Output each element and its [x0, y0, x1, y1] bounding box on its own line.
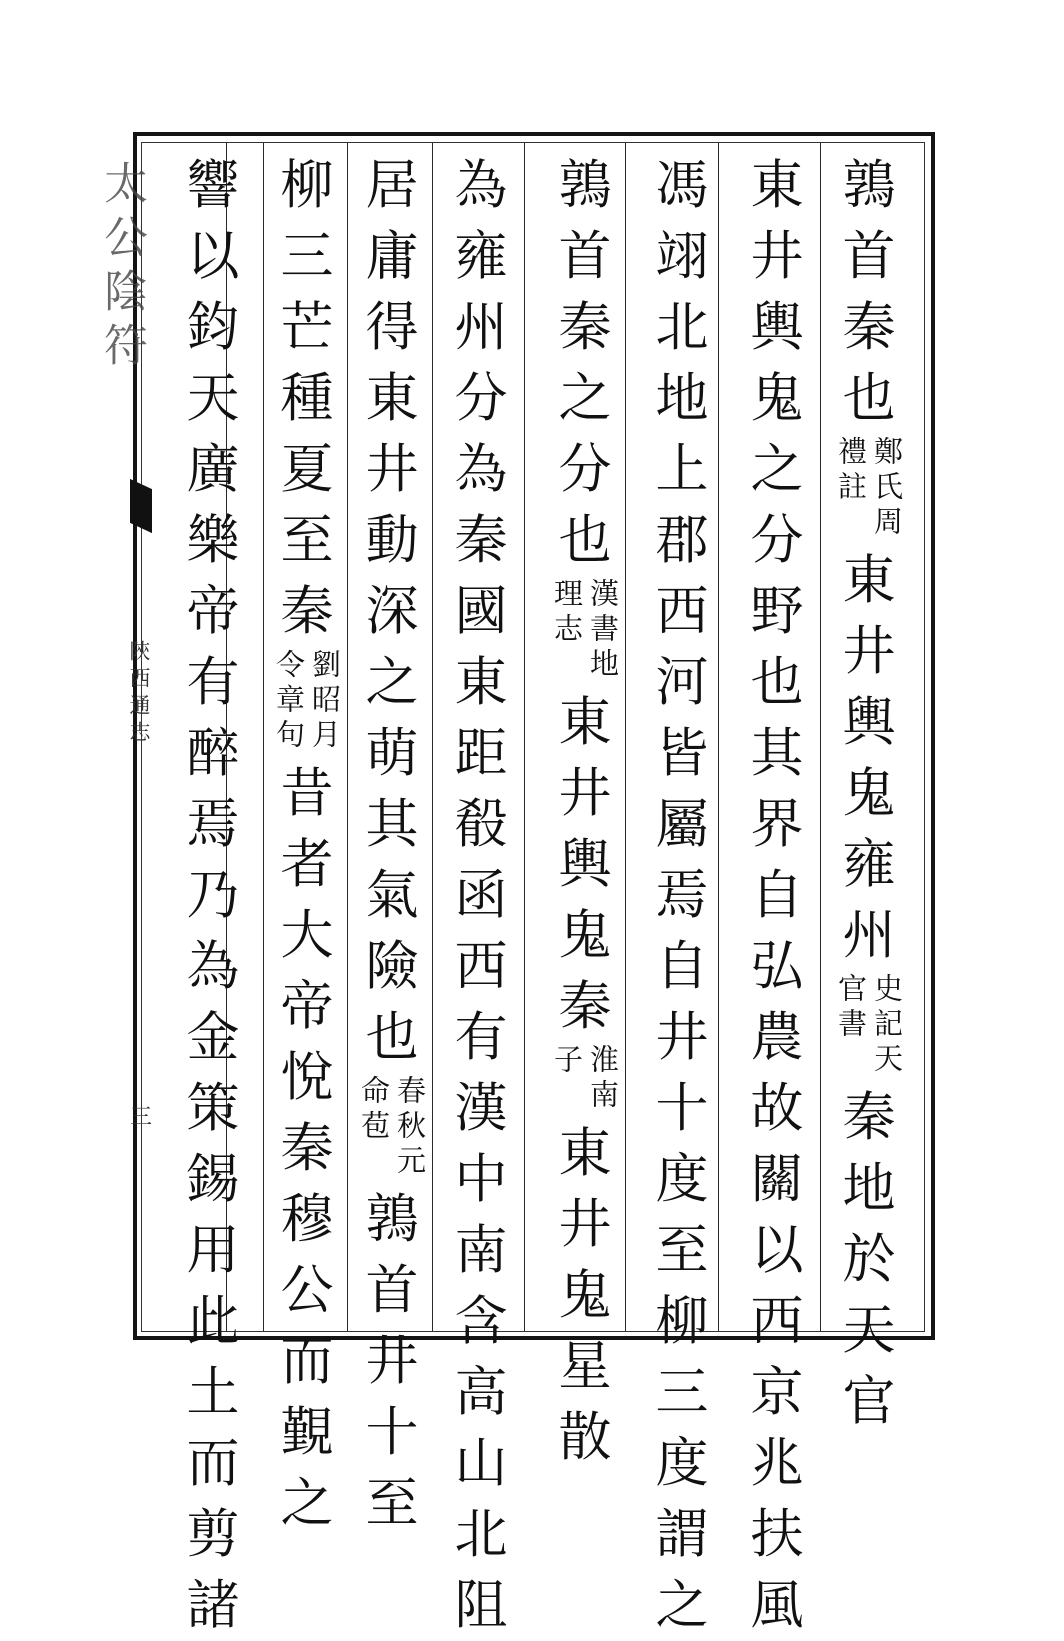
main-character: 河 [655, 652, 709, 713]
main-character: 散 [558, 1407, 612, 1468]
main-character: 秦 [558, 976, 612, 1037]
main-character: 穆 [280, 1189, 334, 1250]
text-column [832, 150, 906, 1432]
main-character: 度 [655, 1433, 709, 1494]
main-character: 井 [842, 621, 896, 682]
main-character: 為 [186, 936, 240, 997]
text-column [444, 150, 518, 1636]
main-character: 州 [842, 905, 896, 966]
main-character: 深 [365, 581, 419, 642]
main-character: 秦 [558, 297, 612, 358]
main-character: 之 [655, 1575, 709, 1636]
interlinear-note [836, 436, 902, 541]
note-line: 禮註 [834, 436, 868, 506]
main-character: 上 [655, 439, 709, 500]
column-rule [263, 143, 264, 1331]
main-character: 距 [454, 723, 508, 784]
main-character: 剪 [186, 1504, 240, 1565]
main-character: 國 [454, 581, 508, 642]
main-character: 三 [655, 1362, 709, 1423]
main-character: 天 [186, 368, 240, 429]
main-character: 山 [454, 1433, 508, 1494]
main-character: 樂 [186, 510, 240, 571]
main-character: 首 [558, 226, 612, 287]
main-character: 以 [750, 1220, 804, 1281]
note-line: 春秋元 [393, 1075, 427, 1180]
main-character: 井 [750, 226, 804, 287]
text-column [176, 150, 250, 1636]
main-character: 屬 [655, 794, 709, 855]
main-character: 自 [750, 865, 804, 926]
text-column [740, 150, 814, 1636]
main-character: 至 [655, 1220, 709, 1281]
margin-ghost-text: 太公陰符 [96, 160, 147, 376]
main-character: 焉 [186, 794, 240, 855]
main-character: 天 [842, 1300, 896, 1361]
main-character: 鬼 [842, 763, 896, 824]
main-character: 有 [454, 1007, 508, 1068]
main-character: 官 [842, 1371, 896, 1432]
main-character: 井 [365, 1331, 419, 1392]
main-character: 鬼 [558, 1265, 612, 1326]
main-character: 覲 [280, 1402, 334, 1463]
main-character: 鈞 [186, 297, 240, 358]
main-character: 野 [750, 581, 804, 642]
main-character: 地 [655, 368, 709, 429]
main-character: 也 [365, 1007, 419, 1068]
interlinear-note [359, 1075, 425, 1180]
main-character: 十 [365, 1402, 419, 1463]
main-character: 帝 [186, 581, 240, 642]
main-character: 輿 [842, 692, 896, 753]
main-character: 界 [750, 794, 804, 855]
note-line: 命苞 [357, 1075, 391, 1145]
main-character: 分 [558, 439, 612, 500]
main-character: 東 [454, 652, 508, 713]
note-line: 淮南 [586, 1044, 620, 1114]
main-character: 用 [186, 1220, 240, 1281]
text-column [645, 150, 719, 1636]
main-character: 含 [454, 1291, 508, 1352]
main-character: 土 [186, 1362, 240, 1423]
main-character: 柳 [280, 155, 334, 216]
main-character: 殽 [454, 794, 508, 855]
main-character: 十 [655, 1078, 709, 1139]
note-line: 理志 [550, 578, 584, 648]
note-line: 令章句 [272, 649, 306, 754]
main-character: 至 [365, 1473, 419, 1534]
main-character: 東 [750, 155, 804, 216]
book-title: 陝西通志 [127, 640, 151, 748]
main-character: 北 [454, 1504, 508, 1565]
note-line: 子 [550, 1044, 584, 1079]
interlinear-note [552, 578, 618, 683]
main-character: 漢 [454, 1078, 508, 1139]
main-character: 高 [454, 1362, 508, 1423]
main-character: 東 [365, 368, 419, 429]
main-character: 風 [750, 1575, 804, 1636]
main-character: 三 [280, 226, 334, 287]
main-character: 為 [454, 155, 508, 216]
main-character: 首 [365, 1260, 419, 1321]
main-character: 之 [365, 652, 419, 713]
column-rule [432, 143, 433, 1331]
main-character: 錫 [186, 1149, 240, 1210]
main-character: 此 [186, 1291, 240, 1352]
main-character: 鬼 [558, 905, 612, 966]
main-character: 之 [280, 1473, 334, 1534]
main-character: 以 [186, 226, 240, 287]
main-character: 州 [454, 297, 508, 358]
text-column [270, 150, 344, 1534]
main-character: 險 [365, 936, 419, 997]
main-character: 昔 [280, 763, 334, 824]
main-character: 秦 [280, 581, 334, 642]
main-character: 居 [365, 155, 419, 216]
main-character: 柳 [655, 1291, 709, 1352]
main-character: 萌 [365, 723, 419, 784]
main-character: 鬼 [750, 368, 804, 429]
note-line: 官書 [834, 973, 868, 1043]
main-character: 分 [454, 368, 508, 429]
interlinear-note [274, 649, 340, 754]
main-character: 焉 [655, 865, 709, 926]
main-character: 雍 [842, 834, 896, 895]
main-character: 得 [365, 297, 419, 358]
text-column [355, 150, 429, 1534]
page-number: 三 [129, 1105, 152, 1130]
main-character: 函 [454, 865, 508, 926]
main-character: 井 [365, 439, 419, 500]
main-character: 西 [655, 581, 709, 642]
main-character: 兆 [750, 1433, 804, 1494]
main-character: 扶 [750, 1504, 804, 1565]
note-line: 漢書地 [586, 578, 620, 683]
main-character: 北 [655, 297, 709, 358]
main-character: 而 [186, 1433, 240, 1494]
main-character: 翊 [655, 226, 709, 287]
main-character: 井 [558, 1194, 612, 1255]
column-rule [347, 143, 348, 1331]
main-character: 帝 [280, 976, 334, 1037]
main-character: 郡 [655, 510, 709, 571]
main-character: 西 [454, 936, 508, 997]
main-character: 故 [750, 1078, 804, 1139]
main-character: 分 [750, 510, 804, 571]
main-character: 也 [558, 510, 612, 571]
main-character: 之 [750, 439, 804, 500]
main-character: 乃 [186, 865, 240, 926]
main-character: 大 [280, 905, 334, 966]
note-line: 史記天 [870, 973, 904, 1078]
main-character: 井 [558, 763, 612, 824]
main-character: 京 [750, 1362, 804, 1423]
main-character: 至 [280, 510, 334, 571]
main-character: 秦 [842, 1087, 896, 1148]
text-column [548, 150, 622, 1468]
main-character: 庸 [365, 226, 419, 287]
main-character: 廣 [186, 439, 240, 500]
main-character: 於 [842, 1229, 896, 1290]
main-character: 諸 [186, 1575, 240, 1636]
main-character: 關 [750, 1149, 804, 1210]
main-character: 也 [842, 368, 896, 429]
main-character: 秦 [454, 510, 508, 571]
main-character: 首 [842, 226, 896, 287]
main-character: 阻 [454, 1575, 508, 1636]
main-character: 也 [750, 652, 804, 713]
main-character: 東 [558, 692, 612, 753]
main-character: 其 [365, 794, 419, 855]
main-character: 氣 [365, 865, 419, 926]
main-character: 井 [655, 1007, 709, 1068]
main-character: 夏 [280, 439, 334, 500]
main-character: 金 [186, 1007, 240, 1068]
main-character: 有 [186, 652, 240, 713]
main-character: 地 [842, 1158, 896, 1219]
main-character: 醉 [186, 723, 240, 784]
main-character: 動 [365, 510, 419, 571]
main-character: 鶉 [842, 155, 896, 216]
main-character: 馮 [655, 155, 709, 216]
interlinear-note [552, 1044, 618, 1114]
main-character: 而 [280, 1331, 334, 1392]
main-character: 謂 [655, 1504, 709, 1565]
column-rule [820, 143, 821, 1331]
main-character: 皆 [655, 723, 709, 784]
main-character: 農 [750, 1007, 804, 1068]
column-rule [625, 143, 626, 1331]
note-line: 鄭氏周 [870, 436, 904, 541]
main-character: 秦 [842, 297, 896, 358]
main-character: 鶉 [365, 1189, 419, 1250]
main-character: 弘 [750, 936, 804, 997]
main-character: 雍 [454, 226, 508, 287]
note-line: 劉昭月 [308, 649, 342, 754]
main-character: 自 [655, 936, 709, 997]
main-character: 秦 [280, 1118, 334, 1179]
main-character: 公 [280, 1260, 334, 1321]
column-rule [524, 143, 525, 1331]
main-character: 之 [558, 368, 612, 429]
main-character: 悅 [280, 1047, 334, 1108]
main-character: 種 [280, 368, 334, 429]
main-character: 者 [280, 834, 334, 895]
main-character: 策 [186, 1078, 240, 1139]
main-character: 東 [558, 1123, 612, 1184]
main-character: 其 [750, 723, 804, 784]
main-character: 鶉 [558, 155, 612, 216]
main-character: 中 [454, 1149, 508, 1210]
main-character: 南 [454, 1220, 508, 1281]
main-character: 東 [842, 550, 896, 611]
main-character: 輿 [558, 834, 612, 895]
main-character: 西 [750, 1291, 804, 1352]
main-character: 為 [454, 439, 508, 500]
main-character: 芒 [280, 297, 334, 358]
main-character: 星 [558, 1336, 612, 1397]
interlinear-note [836, 973, 902, 1078]
main-character: 輿 [750, 297, 804, 358]
main-character: 度 [655, 1149, 709, 1210]
main-character: 響 [186, 155, 240, 216]
